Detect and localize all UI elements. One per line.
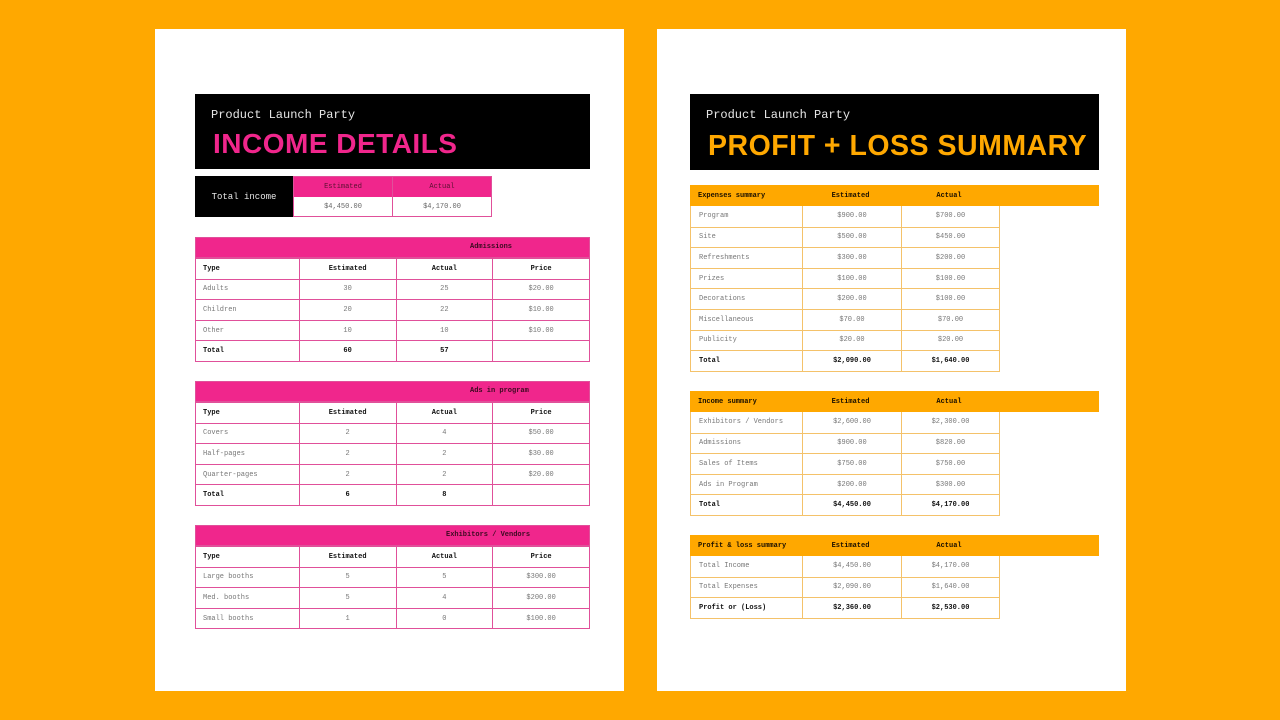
cell: 1	[299, 609, 396, 629]
col-price: Price	[492, 547, 589, 567]
cell: $70.00	[901, 310, 999, 330]
cell: Admissions	[699, 439, 742, 448]
cell: $100.00	[802, 269, 901, 289]
cell: $100.00	[492, 609, 589, 629]
table-header-row	[196, 258, 589, 279]
col-estimated: Estimated	[831, 541, 870, 550]
cell: Med. booths	[203, 593, 250, 602]
cell: $2,360.00	[802, 598, 901, 618]
admissions-table	[195, 237, 590, 362]
col-type: Type	[203, 552, 220, 561]
cell: Adults	[203, 285, 229, 294]
cell: Sales of Items	[699, 459, 758, 468]
col-category: Profit & loss summary	[698, 541, 787, 550]
income-details-banner	[195, 94, 590, 169]
cell: $20.00	[492, 465, 589, 485]
total-income-box	[195, 176, 492, 217]
cell: Total	[699, 501, 721, 510]
col-estimated: Estimated	[299, 403, 396, 423]
cell: Quarter-pages	[203, 470, 258, 479]
table-row	[691, 268, 999, 289]
table-header-row	[196, 546, 589, 567]
col-estimated: Estimated	[831, 397, 870, 406]
cell: $2,090.00	[802, 578, 901, 598]
cell: Profit or (Loss)	[699, 603, 767, 612]
total-income-estimated: $4,450.00	[324, 202, 362, 211]
cell: 22	[396, 300, 493, 320]
table-row	[196, 423, 589, 444]
cell: Total	[699, 356, 721, 365]
cell: $900.00	[802, 206, 901, 227]
exhibitors-vendors-table	[195, 525, 590, 629]
cell: $30.00	[492, 444, 589, 464]
col-price: Price	[492, 259, 589, 279]
table-row	[691, 309, 999, 330]
cell: Prizes	[699, 274, 725, 283]
header-estimated: Estimated	[324, 183, 362, 191]
cell: $2,600.00	[802, 412, 901, 433]
table-row	[196, 279, 589, 300]
income-summary-table	[690, 391, 1099, 516]
cell: Site	[699, 233, 716, 242]
cell: 8	[396, 485, 493, 505]
col-actual: Actual	[396, 403, 493, 423]
col-estimated: Estimated	[299, 259, 396, 279]
col-type: Type	[203, 408, 220, 417]
table-header-row	[690, 185, 1099, 206]
col-actual: Actual	[936, 191, 962, 200]
cell: $2,530.00	[901, 598, 999, 618]
table-row	[691, 453, 999, 474]
cell: 20	[299, 300, 396, 320]
table-row	[196, 299, 589, 320]
cell: 60	[299, 341, 396, 361]
page-title: INCOME DETAILS	[213, 128, 458, 159]
table-total-row	[196, 340, 589, 361]
table-row	[196, 567, 589, 588]
cell: 6	[299, 485, 396, 505]
table-header-row	[196, 402, 589, 423]
cell: $300.00	[901, 475, 999, 495]
table-header-row	[690, 535, 1099, 556]
cell: $4,450.00	[802, 556, 901, 577]
cell: $10.00	[492, 321, 589, 341]
table-row	[196, 320, 589, 341]
cell: Exhibitors / Vendors	[699, 418, 784, 427]
cell: $450.00	[901, 228, 999, 248]
col-category: Expenses summary	[698, 191, 766, 200]
cell: $100.00	[901, 289, 999, 309]
cell: $100.00	[901, 269, 999, 289]
col-actual: Actual	[936, 541, 962, 550]
table-row	[691, 556, 999, 577]
cell: Miscellaneous	[699, 315, 754, 324]
cell: $700.00	[901, 206, 999, 227]
table-caption: Admissions	[196, 238, 589, 258]
cell: 4	[396, 424, 493, 444]
cell: $200.00	[901, 248, 999, 268]
cell: $20.00	[802, 331, 901, 351]
cell: Total	[203, 347, 225, 356]
col-price: Price	[492, 403, 589, 423]
event-subtitle: Product Launch Party	[211, 108, 356, 122]
cell: Other	[203, 326, 225, 335]
table-row	[196, 464, 589, 485]
cell: Half-pages	[203, 449, 246, 458]
cell: $300.00	[492, 568, 589, 588]
col-actual: Actual	[396, 547, 493, 567]
table-row	[196, 608, 589, 629]
profit-loss-banner	[690, 94, 1099, 170]
cell: 5	[396, 568, 493, 588]
cell: $50.00	[492, 424, 589, 444]
total-income-label: Total income	[195, 176, 293, 217]
expenses-summary-table	[690, 185, 1099, 372]
cell: $70.00	[802, 310, 901, 330]
col-actual: Actual	[396, 259, 493, 279]
table-row	[691, 288, 999, 309]
table-row	[196, 587, 589, 608]
cell: 2	[396, 444, 493, 464]
cell: 10	[396, 321, 493, 341]
table-caption: Exhibitors / Vendors	[196, 526, 589, 546]
cell: Total Expenses	[699, 583, 758, 592]
header-actual: Actual	[392, 177, 491, 197]
table-row	[691, 227, 999, 248]
cell: Decorations	[699, 295, 746, 304]
cell: 57	[396, 341, 493, 361]
col-estimated: Estimated	[831, 191, 870, 200]
cell: $900.00	[802, 434, 901, 454]
table-total-row	[196, 484, 589, 505]
cell: $20.00	[492, 280, 589, 300]
cell: Total	[203, 491, 225, 500]
cell: Small booths	[203, 614, 254, 623]
table-row	[691, 474, 999, 495]
table-row	[691, 577, 999, 598]
page-title: PROFIT + LOSS SUMMARY	[708, 130, 1088, 162]
col-type: Type	[203, 264, 220, 273]
profit-loss-summary-table	[690, 535, 1099, 619]
table-row	[691, 247, 999, 268]
event-subtitle: Product Launch Party	[706, 108, 851, 122]
cell: $10.00	[492, 300, 589, 320]
cell: $300.00	[802, 248, 901, 268]
cell: $4,170.00	[901, 556, 999, 577]
cell: $20.00	[901, 331, 999, 351]
cell: 4	[396, 588, 493, 608]
cell: $750.00	[901, 454, 999, 474]
cell: $2,090.00	[802, 351, 901, 371]
cell: Refreshments	[699, 253, 750, 262]
cell: $200.00	[802, 475, 901, 495]
cell: Program	[699, 212, 729, 221]
cell: $820.00	[901, 434, 999, 454]
cell: $200.00	[802, 289, 901, 309]
table-total-row	[691, 494, 999, 515]
table-row	[691, 412, 999, 433]
cell: Publicity	[699, 336, 737, 345]
ads-in-program-table	[195, 381, 590, 506]
cell: 25	[396, 280, 493, 300]
table-row	[691, 206, 999, 227]
profit-loss-page	[657, 29, 1126, 691]
table-total-row	[691, 350, 999, 371]
col-category: Income summary	[698, 397, 757, 406]
cell: Ads in Program	[699, 480, 758, 489]
total-income-grid	[293, 176, 492, 217]
cell: Children	[203, 305, 237, 314]
cell: 2	[299, 424, 396, 444]
cell: $200.00	[492, 588, 589, 608]
cell: $4,450.00	[802, 495, 901, 515]
cell: $500.00	[802, 228, 901, 248]
table-header-row	[690, 391, 1099, 412]
cell: $750.00	[802, 454, 901, 474]
table-caption: Ads in program	[196, 382, 589, 402]
total-income-actual: $4,170.00	[392, 197, 491, 216]
cell: $2,300.00	[901, 412, 999, 433]
cell: 5	[299, 588, 396, 608]
cell: 0	[396, 609, 493, 629]
table-row	[196, 443, 589, 464]
cell: 2	[299, 444, 396, 464]
col-actual: Actual	[936, 397, 962, 406]
table-row	[691, 330, 999, 351]
cell: Large booths	[203, 573, 254, 582]
cell: Total Income	[699, 562, 750, 571]
cell: Covers	[203, 429, 229, 438]
cell: $4,170.00	[901, 495, 999, 515]
cell: 30	[299, 280, 396, 300]
cell: 2	[299, 465, 396, 485]
cell: 2	[396, 465, 493, 485]
table-row	[691, 433, 999, 454]
income-details-page	[155, 29, 624, 691]
col-estimated: Estimated	[299, 547, 396, 567]
cell: $1,640.00	[901, 578, 999, 598]
cell	[492, 485, 589, 505]
cell	[492, 341, 589, 361]
cell: 5	[299, 568, 396, 588]
cell: $1,640.00	[901, 351, 999, 371]
cell: 10	[299, 321, 396, 341]
table-total-row	[691, 597, 999, 618]
